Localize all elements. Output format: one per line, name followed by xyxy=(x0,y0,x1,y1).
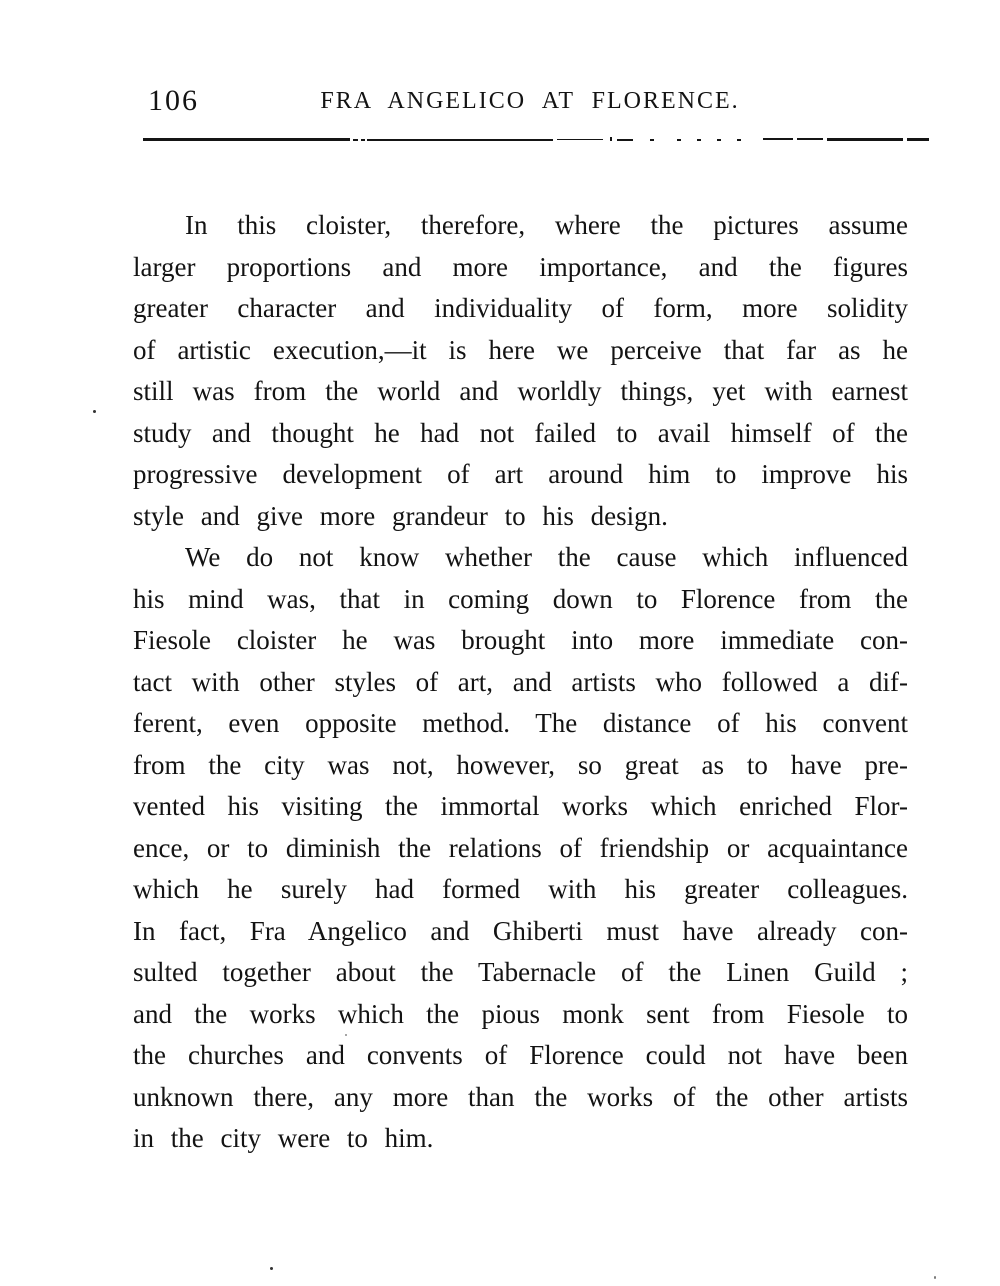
page-number: 106 xyxy=(148,84,199,117)
scan-speck xyxy=(345,1034,347,1036)
text-line: vented his visiting the immortal works which enriched Flor- xyxy=(133,791,908,821)
text-block xyxy=(133,205,908,1160)
text-line: which he surely had formed with his greater colleagues. xyxy=(133,874,908,904)
text-line: style and give more grandeur to his design. xyxy=(133,500,668,531)
text-line: larger proportions and more importance, and the figures xyxy=(133,251,908,282)
text-line: study and thought he had not failed to avail himself of the xyxy=(133,417,908,448)
text-line: unknown there, any more than the works of the other artists xyxy=(133,1081,908,1112)
running-header-title: FRA ANGELICO AT FLORENCE. xyxy=(320,88,740,114)
text-line: ence, or to diminish the relations of friendship or acquaintance xyxy=(133,832,908,863)
scan-speck xyxy=(934,1276,936,1279)
header-rule xyxy=(143,136,933,144)
paragraph xyxy=(133,537,908,1160)
text-line: tact with other styles of art, and artists who followed a dif- xyxy=(133,666,908,697)
text-line: Fiesole cloister he was brought into more immediate con- xyxy=(133,625,908,655)
text-line: ferent, even opposite method. The distance of his convent xyxy=(133,708,908,738)
text-line: In this cloister, therefore, where the pictures assume xyxy=(185,210,908,240)
scan-speck xyxy=(270,1267,273,1270)
text-line: of artistic execution,—it is here we perceive that far as he xyxy=(133,334,908,365)
text-line: still was from the world and worldly things, yet with earnest xyxy=(133,376,908,406)
text-line: progressive development of art around him to improve his xyxy=(133,459,908,489)
text-line: In fact, Fra Angelico and Ghiberti must have already con- xyxy=(133,915,908,946)
text-line: in the city were to him. xyxy=(133,1123,434,1153)
text-line: greater character and individuality of form, more solidity xyxy=(133,293,908,323)
text-line: sulted together about the Tabernacle of the Linen Guild ; xyxy=(133,957,908,987)
text-line: and the works which the pious monk sent from Fiesole to xyxy=(133,998,908,1029)
text-line: from the city was not, however, so great as to have pre- xyxy=(133,749,908,780)
paragraph xyxy=(133,205,908,537)
text-line: his mind was, that in coming down to Florence from the xyxy=(133,583,908,614)
text-line: We do not know whether the cause which influenced xyxy=(185,542,908,572)
scan-speck xyxy=(93,410,96,413)
text-line: the churches and convents of Florence could not have been xyxy=(133,1040,908,1070)
